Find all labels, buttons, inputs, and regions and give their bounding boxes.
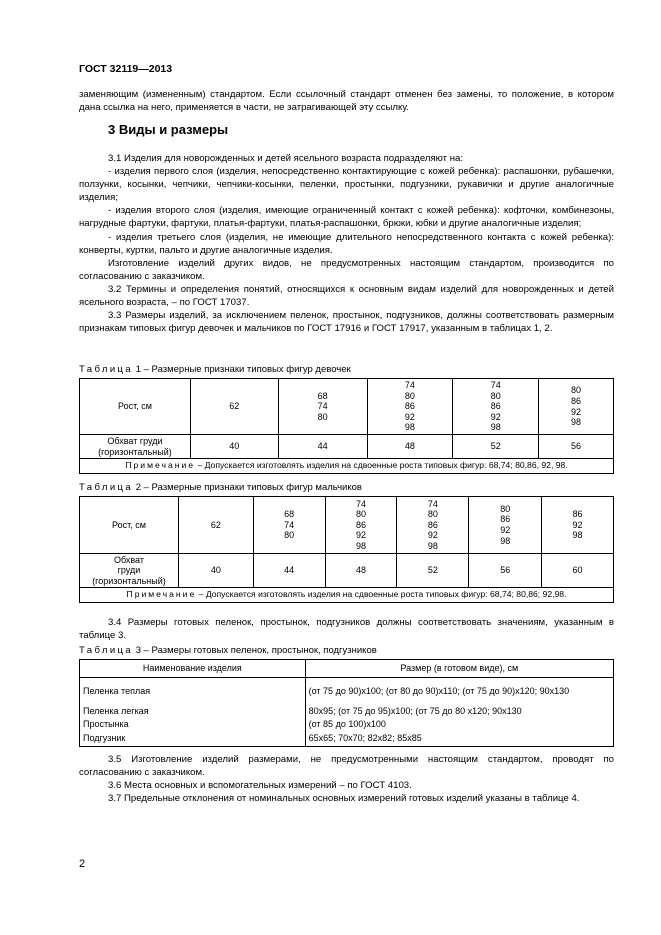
table2-note-word: Примечание xyxy=(126,589,197,599)
table2-note-row xyxy=(80,588,614,603)
table1-chest-cell: 40 xyxy=(190,435,278,459)
table-row xyxy=(80,718,614,731)
table1-row-chest xyxy=(80,435,614,459)
table2-chest-cell: 48 xyxy=(325,554,397,588)
para-layer-1: - изделия первого слоя (изделия, непосредственно контактирующие с кожей ребенка): распашонки, рубашечки, ползунки, косынки, чепчики, чепчики-косынки, пеленки, простынки, подгузники, рукавички и другие аналогичные изделия; xyxy=(79,166,614,204)
para-other-types: Изготовление изделий других видов, не предусмотренных настоящим стандартом, производится по согласованию с заказчиком. xyxy=(79,257,614,282)
table1-height-cell: 74 80 86 92 98 xyxy=(453,379,539,435)
page-number: 2 xyxy=(79,858,86,870)
table3-caption-word: Таблица xyxy=(79,645,134,656)
table2-chest-cell: 40 xyxy=(178,554,253,588)
section-title: 3 Виды и размеры xyxy=(108,122,229,137)
table3-col1-header: Наименование изделия xyxy=(80,660,306,678)
table2-height-cell: 74 80 86 92 98 xyxy=(325,497,397,554)
table1-chest-cell: 44 xyxy=(278,435,367,459)
table2-height-cell: 62 xyxy=(178,497,253,554)
table3-item-name: Пеленка легкая xyxy=(80,705,306,718)
table2-height-cell: 86 92 98 xyxy=(542,497,614,554)
para-layer-2: - изделия второго слоя (изделия, имеющие ограниченный контакт с кожей ребенка): кофточки, комбинезоны, нагрудные фартуки, фартуки, платья-фартуки, платья-распашонки, брюки, юбки и другие аналогичные изделия; xyxy=(79,205,614,230)
para-3-6: 3.6 Места основных и вспомогательных измерений – по ГОСТ 4103. xyxy=(108,780,412,792)
table2-height-cell: 68 74 80 xyxy=(253,497,325,554)
table2-note xyxy=(80,588,614,603)
table3-caption-rest: 3 – Размеры готовых пеленок, простынок, подгузников xyxy=(133,645,377,656)
table1-caption-rest: 1 – Размерные признаки типовых фигур девочек xyxy=(133,364,351,375)
table1-height-cell: 74 80 86 92 98 xyxy=(367,379,453,435)
section-body-3 xyxy=(79,753,614,805)
table1-height-cell: 62 xyxy=(190,379,278,435)
table-1 xyxy=(79,378,614,474)
table2-row-chest xyxy=(80,554,614,588)
table3-item-size: (от 75 до 90)x100; (от 80 до 90)x110; (от 75 до 90)x120; 90x130 xyxy=(305,678,613,705)
para-3-3: 3.3 Размеры изделий, за исключением пеленок, простынок, подгузников, должны соответствовать размерным признакам типовых фигур девочек и мальчиков по ГОСТ 17916 и ГОСТ 17917, указанным в таблицах 1, 2. xyxy=(79,310,614,335)
section-body-2 xyxy=(79,616,614,642)
table2-caption-rest: 2 – Размерные признаки типовых фигур мальчиков xyxy=(133,482,362,493)
section-body-1 xyxy=(79,152,614,335)
table1-chest-cell: 52 xyxy=(453,435,539,459)
table2-chest-cell: 52 xyxy=(397,554,469,588)
table2-row2-label: Обхват груди (горизонтальный) xyxy=(80,554,179,588)
para-3-1: 3.1 Изделия для новорожденных и детей ясельного возраста подразделяют на: xyxy=(108,153,464,164)
table2-chest-cell: 60 xyxy=(542,554,614,588)
table2-height-cell: 74 80 86 92 98 xyxy=(397,497,469,554)
table-2 xyxy=(79,496,614,603)
table1-chest-cell: 56 xyxy=(539,435,614,459)
table1-chest-cell: 48 xyxy=(367,435,453,459)
table3-item-name: Подгузник xyxy=(80,731,306,747)
table3-item-name: Пеленка теплая xyxy=(80,678,306,705)
table1-row2-label: Обхват груди (горизонтальный) xyxy=(80,435,191,459)
table-row xyxy=(80,678,614,705)
table-3 xyxy=(79,659,614,747)
table1-height-cell: 80 86 92 98 xyxy=(539,379,614,435)
para-3-4: 3.4 Размеры готовых пеленок, простынок, подгузников должны соответствовать значениям, указанным в таблице 3. xyxy=(79,617,614,642)
table1-height-cell: 68 74 80 xyxy=(278,379,367,435)
table3-header-row xyxy=(80,660,614,678)
table3-caption xyxy=(79,645,377,657)
para-3-7: 3.7 Предельные отклонения от номинальных основных измерений готовых изделий указаны в таблице 4. xyxy=(108,793,580,805)
table1-note xyxy=(80,459,614,474)
table2-chest-cell: 44 xyxy=(253,554,325,588)
table2-row1-label: Рост, см xyxy=(80,497,179,554)
table2-height-cell: 80 86 92 98 xyxy=(469,497,542,554)
table-row xyxy=(80,731,614,747)
intro-text: заменяющим (измененным) стандартом. Если ссылочный стандарт отменен без замены, то положение, в котором дана ссылка на него, применяется в части, не затрагивающей эту ссылку. xyxy=(79,89,614,114)
table-row xyxy=(80,705,614,718)
table2-row-height xyxy=(80,497,614,554)
table1-note-word: Примечание xyxy=(125,460,196,470)
table1-note-text: – Допускается изготовлять изделия на сдвоенные роста типовых фигур: 68,74; 80,86, 92, 98. xyxy=(195,460,568,470)
para-layer-3: - изделия третьего слоя (изделия, не имеющие длительного непосредственного контакта с кожей ребенка): конверты, куртки, пальто и другие аналогичные изделия. xyxy=(79,231,614,256)
table3-item-size: 65x65; 70x70; 82x82; 85x85 xyxy=(305,731,613,747)
table2-note-text: – Допускается изготовлять изделия на сдвоенные роста типовых фигур: 68,74; 80,86; 92,98. xyxy=(196,589,567,599)
table3-item-size: (от 85 до 100)x100 xyxy=(305,718,613,731)
table2-caption xyxy=(79,482,362,494)
table1-caption-word: Таблица xyxy=(79,364,134,375)
table1-note-row xyxy=(80,459,614,474)
table1-caption xyxy=(79,364,351,376)
intro-paragraph xyxy=(79,88,614,114)
para-3-2: 3.2 Термины и определения понятий, относящихся к основным видам изделий для новорожденных и детей ясельного возраста, – по ГОСТ 17037. xyxy=(79,283,614,309)
table1-row-height xyxy=(80,379,614,435)
table2-caption-word: Таблица xyxy=(79,482,134,493)
table2-chest-cell: 56 xyxy=(469,554,542,588)
table3-col2-header: Размер (в готовом виде), см xyxy=(305,660,613,678)
table3-item-size: 80x95; (от 75 до 95)x100; (от 75 до 80 x120; 90x130 xyxy=(305,705,613,718)
para-3-5: 3.5 Изготовление изделий размерами, не предусмотренными настоящим стандартом, проводят по согласованию с заказчиком. xyxy=(79,754,614,779)
table1-row1-label: Рост, см xyxy=(80,379,191,435)
table3-item-name: Простынка xyxy=(80,718,306,731)
document-header: ГОСТ 32119—2013 xyxy=(79,63,173,75)
